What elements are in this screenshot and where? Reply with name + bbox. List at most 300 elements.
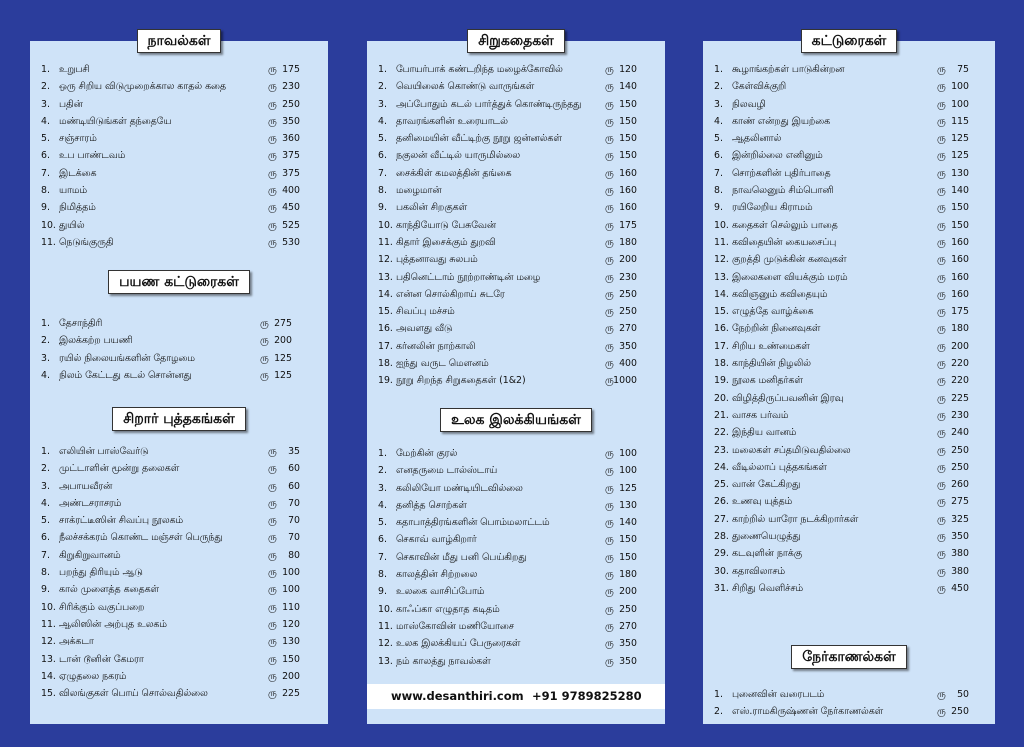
list-item bbox=[367, 531, 665, 548]
rupee-symbol: ரு bbox=[605, 115, 614, 127]
item-title: அவளது வீடு bbox=[396, 323, 453, 335]
item-price: 250 bbox=[619, 288, 637, 300]
item-number: 16. bbox=[378, 323, 393, 335]
interviews-heading: நேர்காணல்கள் bbox=[703, 645, 995, 669]
rupee-symbol: ரு bbox=[605, 375, 614, 387]
item-price: 375 bbox=[282, 167, 300, 179]
item-number: 1. bbox=[378, 448, 387, 459]
rupee-symbol: ரு bbox=[937, 548, 946, 560]
item-title: உணவு யுத்தம் bbox=[732, 496, 793, 508]
novels-list bbox=[30, 61, 328, 251]
list-item bbox=[703, 303, 995, 320]
list-item bbox=[30, 130, 328, 147]
list-item bbox=[703, 407, 995, 424]
rupee-symbol: ரு bbox=[937, 150, 946, 162]
item-number: 28. bbox=[714, 531, 729, 543]
rupee-symbol: ரு bbox=[937, 375, 946, 387]
list-item bbox=[367, 566, 665, 583]
rupee-symbol: ரு bbox=[937, 461, 946, 473]
rupee-symbol: ரு bbox=[937, 689, 946, 700]
item-price: 230 bbox=[619, 271, 637, 283]
list-item bbox=[30, 512, 328, 529]
rupee-symbol: ரு bbox=[605, 482, 614, 494]
list-item bbox=[30, 478, 328, 495]
item-number: 14. bbox=[378, 288, 393, 300]
item-number: 7. bbox=[41, 549, 50, 561]
list-item bbox=[367, 635, 665, 652]
rupee-symbol: ரு bbox=[605, 534, 614, 546]
item-number: 3. bbox=[41, 480, 50, 492]
item-price: 220 bbox=[951, 358, 969, 370]
item-number: 24. bbox=[714, 461, 729, 473]
item-number: 8. bbox=[41, 567, 50, 579]
item-price: 380 bbox=[951, 565, 969, 577]
list-item bbox=[703, 78, 995, 95]
rupee-symbol: ரு bbox=[268, 618, 277, 630]
list-item bbox=[30, 495, 328, 512]
item-price: 450 bbox=[951, 582, 969, 594]
item-price: 350 bbox=[619, 655, 637, 667]
item-number: 2. bbox=[41, 81, 50, 93]
rupee-symbol: ரு bbox=[937, 236, 946, 248]
item-number: 9. bbox=[378, 586, 387, 598]
item-number: 23. bbox=[714, 444, 729, 456]
item-title: மண்டியிடுங்கள் தந்தையே bbox=[59, 115, 172, 127]
rupee-symbol: ரு bbox=[605, 254, 614, 266]
rupee-symbol: ரு bbox=[937, 271, 946, 283]
rupee-symbol: ரு bbox=[268, 688, 277, 700]
item-title: ரயில் நிலையங்களின் தோழமை bbox=[59, 352, 195, 364]
list-item bbox=[30, 616, 328, 633]
list-item bbox=[703, 372, 995, 389]
rupee-symbol: ரு bbox=[605, 551, 614, 563]
list-item bbox=[703, 286, 995, 303]
list-item bbox=[367, 618, 665, 635]
item-number: 19. bbox=[378, 375, 393, 387]
item-number: 19. bbox=[714, 375, 729, 387]
list-item bbox=[703, 147, 995, 164]
rupee-symbol: ரு bbox=[605, 448, 614, 459]
rupee-symbol: ரு bbox=[268, 515, 277, 527]
item-title: மாஸ்கோவின் மணியோசை bbox=[396, 620, 514, 632]
item-title: நிலம் கேட்டது கடல் சொன்னது bbox=[59, 369, 192, 381]
item-title: சொற்களின் புதிர்பாதை bbox=[732, 167, 831, 179]
list-item bbox=[367, 251, 665, 268]
item-number: 1. bbox=[714, 689, 723, 700]
item-price: 260 bbox=[951, 479, 969, 491]
item-title: சிறிய உண்மைகள் bbox=[732, 340, 810, 352]
item-number: 10. bbox=[41, 219, 56, 231]
list-item bbox=[703, 338, 995, 355]
item-title: நெடுங்குருதி bbox=[59, 236, 114, 248]
item-price: 60 bbox=[288, 480, 300, 492]
item-number: 12. bbox=[41, 636, 56, 648]
rupee-symbol: ரு bbox=[605, 98, 614, 110]
item-title: புத்தனாவது சுலபம் bbox=[396, 254, 478, 266]
list-item bbox=[30, 332, 328, 349]
item-number: 9. bbox=[41, 584, 50, 596]
item-title: உலகை வாசிப்போம் bbox=[396, 586, 485, 598]
item-number: 26. bbox=[714, 496, 729, 508]
item-title: உறுபசி bbox=[59, 64, 90, 75]
item-price: 1000 bbox=[613, 375, 637, 387]
list-item bbox=[703, 580, 995, 597]
item-price: 450 bbox=[282, 202, 300, 214]
list-item bbox=[703, 424, 995, 441]
list-item bbox=[30, 651, 328, 668]
rupee-symbol: ரு bbox=[937, 392, 946, 404]
rupee-symbol: ரு bbox=[937, 513, 946, 525]
item-title: இன்றில்லை எனினும் bbox=[732, 150, 823, 162]
rupee-symbol: ரு bbox=[605, 288, 614, 300]
item-title: காந்தியோடு பேசுவேன் bbox=[396, 219, 496, 231]
item-title: நாவலெனும் சிம்பொனி bbox=[732, 185, 834, 197]
item-number: 16. bbox=[714, 323, 729, 335]
list-item bbox=[30, 529, 328, 546]
list-item bbox=[703, 493, 995, 510]
item-number: 4. bbox=[41, 497, 50, 509]
list-item bbox=[30, 217, 328, 234]
item-price: 75 bbox=[957, 64, 969, 75]
item-number: 6. bbox=[714, 150, 723, 162]
item-title: இந்திய வானம் bbox=[732, 427, 797, 439]
item-title: சிறிது வெளிச்சம் bbox=[732, 582, 804, 594]
item-price: 60 bbox=[288, 463, 300, 475]
list-item bbox=[30, 315, 328, 332]
list-item bbox=[30, 547, 328, 564]
item-number: 13. bbox=[378, 271, 393, 283]
item-title: கவிஞனும் கவிதையும் bbox=[732, 288, 828, 300]
rupee-symbol: ரு bbox=[605, 586, 614, 598]
item-price: 115 bbox=[951, 115, 969, 127]
item-title: இலக்கற்ற பயணி bbox=[59, 335, 133, 347]
rupee-symbol: ரு bbox=[605, 150, 614, 162]
item-price: 230 bbox=[951, 409, 969, 421]
item-title: துயில் bbox=[59, 219, 85, 231]
item-price: 270 bbox=[619, 620, 637, 632]
item-price: 175 bbox=[282, 64, 300, 75]
item-number: 2. bbox=[378, 465, 387, 477]
rupee-symbol: ரு bbox=[268, 601, 277, 613]
item-price: 250 bbox=[619, 603, 637, 615]
phone-number: +91 9789825280 bbox=[532, 689, 642, 703]
item-price: 140 bbox=[619, 81, 637, 93]
item-title: மழைமான் bbox=[396, 185, 442, 197]
rupee-symbol: ரு bbox=[605, 81, 614, 93]
rupee-symbol: ரு bbox=[605, 638, 614, 650]
list-item bbox=[367, 514, 665, 531]
list-item bbox=[367, 320, 665, 337]
item-number: 3. bbox=[378, 98, 387, 110]
item-price: 240 bbox=[951, 427, 969, 439]
list-item bbox=[703, 476, 995, 493]
item-price: 70 bbox=[288, 515, 300, 527]
item-title: செகாவின் மீது பனி பெய்கிறது bbox=[396, 551, 527, 563]
item-title: மேற்கின் குரல் bbox=[396, 448, 458, 459]
list-item bbox=[30, 147, 328, 164]
rupee-symbol: ரு bbox=[605, 655, 614, 667]
rupee-symbol: ரு bbox=[937, 185, 946, 197]
item-number: 6. bbox=[41, 532, 50, 544]
rupee-symbol: ரு bbox=[268, 150, 277, 162]
rupee-symbol: ரு bbox=[605, 167, 614, 179]
item-title: நம் காலத்து நாவல்கள் bbox=[396, 655, 491, 667]
rupee-symbol: ரு bbox=[937, 115, 946, 127]
rupee-symbol: ரு bbox=[937, 64, 946, 75]
item-number: 2. bbox=[41, 335, 50, 347]
world-heading: உலக இலக்கியங்கள் bbox=[367, 408, 665, 432]
list-item bbox=[367, 113, 665, 130]
rupee-symbol: ரு bbox=[937, 444, 946, 456]
rupee-symbol: ரு bbox=[937, 323, 946, 335]
item-title: அண்டசராசரம் bbox=[59, 497, 122, 509]
item-price: 100 bbox=[951, 98, 969, 110]
rupee-symbol: ரு bbox=[605, 202, 614, 214]
item-price: 150 bbox=[951, 219, 969, 231]
item-price: 160 bbox=[951, 236, 969, 248]
essays-list bbox=[703, 61, 995, 597]
list-item bbox=[30, 599, 328, 616]
list-item bbox=[367, 199, 665, 216]
item-title: சிவப்பு மச்சம் bbox=[396, 306, 455, 318]
item-price: 350 bbox=[619, 638, 637, 650]
item-number: 2. bbox=[714, 81, 723, 93]
rupee-symbol: ரு bbox=[937, 358, 946, 370]
rupee-symbol: ரு bbox=[268, 236, 277, 248]
item-price: 175 bbox=[951, 306, 969, 318]
item-title: கேள்விக்குறி bbox=[732, 81, 787, 93]
rupee-symbol: ரு bbox=[268, 584, 277, 596]
item-title: கதாவிலாசம் bbox=[732, 565, 786, 577]
item-price: 35 bbox=[288, 446, 300, 457]
item-number: 2. bbox=[41, 463, 50, 475]
rupee-symbol: ரு bbox=[605, 64, 614, 75]
item-number: 10. bbox=[714, 219, 729, 231]
item-number: 13. bbox=[41, 653, 56, 665]
item-price: 180 bbox=[619, 569, 637, 581]
item-title: அபாயவீரன் bbox=[59, 480, 113, 492]
item-number: 30. bbox=[714, 565, 729, 577]
item-price: 180 bbox=[951, 323, 969, 335]
item-title: நேற்றின் நினைவுகள் bbox=[732, 323, 821, 335]
item-number: 25. bbox=[714, 479, 729, 491]
list-item bbox=[367, 338, 665, 355]
item-title: வெயிலைக் கொண்டு வாருங்கள் bbox=[396, 81, 535, 93]
list-item bbox=[367, 182, 665, 199]
list-item bbox=[367, 445, 665, 462]
rupee-symbol: ரு bbox=[937, 219, 946, 231]
item-number: 7. bbox=[378, 551, 387, 563]
rupee-symbol: ரு bbox=[605, 499, 614, 511]
novels-heading: நாவல்கள் bbox=[30, 29, 328, 53]
item-number: 6. bbox=[378, 150, 387, 162]
item-price: 70 bbox=[288, 532, 300, 544]
interviews-list bbox=[703, 686, 995, 721]
item-title: எனதருமை டால்ஸ்டாய் bbox=[396, 465, 498, 477]
item-number: 11. bbox=[714, 236, 729, 248]
rupee-symbol: ரு bbox=[937, 565, 946, 577]
list-item bbox=[30, 78, 328, 95]
rupee-symbol: ரு bbox=[937, 340, 946, 352]
item-title: மலைகள் சப்தமிடுவதில்லை bbox=[732, 444, 851, 456]
item-title: கவிதையின் கையசைப்பு bbox=[732, 236, 837, 248]
item-price: 150 bbox=[619, 534, 637, 546]
item-price: 200 bbox=[619, 586, 637, 598]
item-number: 9. bbox=[41, 202, 50, 214]
item-number: 5. bbox=[378, 133, 387, 145]
item-title: பகலின் சிறகுகள் bbox=[396, 202, 468, 214]
item-number: 4. bbox=[378, 115, 387, 127]
item-price: 125 bbox=[951, 133, 969, 145]
item-price: 525 bbox=[282, 219, 300, 231]
item-price: 140 bbox=[619, 517, 637, 529]
item-title: உலக இலக்கியப் பேருரைகள் bbox=[396, 638, 521, 650]
item-number: 1. bbox=[714, 64, 723, 75]
item-title: கிறுகிறுவானம் bbox=[59, 549, 121, 561]
rupee-symbol: ரு bbox=[605, 271, 614, 283]
item-title: கதாபாத்திரங்களின் பொம்மலாட்டம் bbox=[396, 517, 550, 529]
item-number: 7. bbox=[41, 167, 50, 179]
rupee-symbol: ரு bbox=[937, 582, 946, 594]
item-number: 3. bbox=[378, 482, 387, 494]
item-title: விலங்குகள் பொய் சொல்வதில்லை bbox=[59, 688, 208, 700]
rupee-symbol: ரு bbox=[268, 670, 277, 682]
item-number: 8. bbox=[41, 185, 50, 197]
item-price: 150 bbox=[619, 150, 637, 162]
item-title: அக்கடா bbox=[59, 636, 94, 648]
item-title: விழித்திருப்பவனின் இரவு bbox=[732, 392, 844, 404]
list-item bbox=[367, 147, 665, 164]
rupee-symbol: ரு bbox=[268, 98, 277, 110]
list-item bbox=[703, 199, 995, 216]
item-title: தனித்த சொற்கள் bbox=[396, 499, 467, 511]
item-title: எஸ்.ராமகிருஷ்ணன் நேர்காணல்கள் bbox=[732, 706, 884, 718]
item-price: 325 bbox=[951, 513, 969, 525]
item-price: 100 bbox=[619, 448, 637, 459]
item-number: 3. bbox=[41, 98, 50, 110]
rupee-symbol: ரு bbox=[268, 115, 277, 127]
list-item bbox=[367, 269, 665, 286]
rupee-symbol: ரு bbox=[268, 167, 277, 179]
website-link[interactable]: www.desanthiri.com bbox=[391, 689, 524, 703]
rupee-symbol: ரு bbox=[260, 318, 269, 329]
item-title: தனிமையின் வீட்டிற்கு நூறு ஜன்னல்கள் bbox=[396, 133, 562, 145]
item-title: வீடில்லாப் புத்தகங்கள் bbox=[732, 461, 827, 473]
list-item bbox=[30, 443, 328, 460]
list-item bbox=[703, 130, 995, 147]
list-item bbox=[703, 528, 995, 545]
rupee-symbol: ரு bbox=[937, 479, 946, 491]
item-title: சாக்ரட்டீஸின் சிவப்பு நூலகம் bbox=[59, 515, 184, 527]
item-price: 130 bbox=[282, 636, 300, 648]
travel-heading: பயண கட்டுரைகள் bbox=[30, 270, 328, 294]
list-item bbox=[367, 217, 665, 234]
item-title: கூழாங்கற்கள் பாடுகின்றன bbox=[732, 64, 845, 75]
item-number: 11. bbox=[41, 236, 56, 248]
rupee-symbol: ரு bbox=[937, 531, 946, 543]
item-price: 200 bbox=[282, 670, 300, 682]
item-number: 8. bbox=[378, 569, 387, 581]
item-price: 150 bbox=[619, 98, 637, 110]
list-item bbox=[703, 686, 995, 703]
item-price: 225 bbox=[282, 688, 300, 700]
list-item bbox=[367, 549, 665, 566]
list-item bbox=[703, 320, 995, 337]
list-item bbox=[367, 130, 665, 147]
item-price: 100 bbox=[951, 81, 969, 93]
list-item bbox=[703, 511, 995, 528]
list-item bbox=[703, 217, 995, 234]
list-item bbox=[703, 113, 995, 130]
list-item bbox=[367, 497, 665, 514]
item-title: வாசக பர்வம் bbox=[732, 409, 789, 421]
rupee-symbol: ரு bbox=[937, 427, 946, 439]
item-title: இலைகளை வியக்கும் மரம் bbox=[732, 271, 848, 283]
rupee-symbol: ரு bbox=[268, 653, 277, 665]
rupee-symbol: ரு bbox=[605, 465, 614, 477]
item-price: 250 bbox=[951, 444, 969, 456]
rupee-symbol: ரு bbox=[268, 497, 277, 509]
list-item bbox=[30, 633, 328, 650]
rupee-symbol: ரு bbox=[605, 323, 614, 335]
contact-footer bbox=[367, 684, 665, 709]
item-price: 230 bbox=[282, 81, 300, 93]
rupee-symbol: ரு bbox=[268, 549, 277, 561]
right-panel bbox=[703, 33, 995, 724]
list-item bbox=[30, 685, 328, 702]
list-item bbox=[367, 78, 665, 95]
rupee-symbol: ரு bbox=[605, 306, 614, 318]
list-item bbox=[30, 367, 328, 384]
item-price: 150 bbox=[619, 115, 637, 127]
rupee-symbol: ரு bbox=[937, 496, 946, 508]
list-item bbox=[367, 583, 665, 600]
item-number: 4. bbox=[41, 115, 50, 127]
item-number: 12. bbox=[714, 254, 729, 266]
item-price: 150 bbox=[619, 551, 637, 563]
item-title: ரயிலேறிய கிராமம் bbox=[732, 202, 813, 214]
item-number: 10. bbox=[378, 603, 393, 615]
item-title: வான் கேட்கிறது bbox=[732, 479, 801, 491]
item-title: கர்னலின் நாற்காலி bbox=[396, 340, 476, 352]
item-title: போயர்பாக் கண்டறிந்த மழைக்கோவில் bbox=[396, 64, 563, 75]
rupee-symbol: ரு bbox=[937, 306, 946, 318]
item-price: 80 bbox=[288, 549, 300, 561]
item-title: சஞ்சாரம் bbox=[59, 133, 97, 145]
item-price: 150 bbox=[951, 202, 969, 214]
list-item bbox=[703, 251, 995, 268]
item-price: 125 bbox=[274, 352, 292, 364]
item-price: 250 bbox=[282, 98, 300, 110]
rupee-symbol: ரு bbox=[605, 236, 614, 248]
item-title: நூறு சிறந்த சிறுகதைகள் (1&2) bbox=[396, 375, 526, 387]
list-item bbox=[30, 581, 328, 598]
item-title: நிலவழி bbox=[732, 98, 766, 110]
rupee-symbol: ரு bbox=[605, 517, 614, 529]
item-number: 14. bbox=[714, 288, 729, 300]
item-price: 220 bbox=[951, 375, 969, 387]
travel-list bbox=[30, 315, 328, 384]
rupee-symbol: ரு bbox=[268, 532, 277, 544]
item-price: 350 bbox=[951, 531, 969, 543]
item-title: பதினெட்டாம் நூற்றாண்டின் மழை bbox=[396, 271, 541, 283]
item-price: 100 bbox=[282, 584, 300, 596]
item-price: 160 bbox=[951, 288, 969, 300]
item-title: என்ன சொல்கிறாய் சுடரே bbox=[396, 288, 505, 300]
list-item bbox=[703, 545, 995, 562]
item-price: 400 bbox=[619, 358, 637, 370]
item-price: 400 bbox=[282, 185, 300, 197]
